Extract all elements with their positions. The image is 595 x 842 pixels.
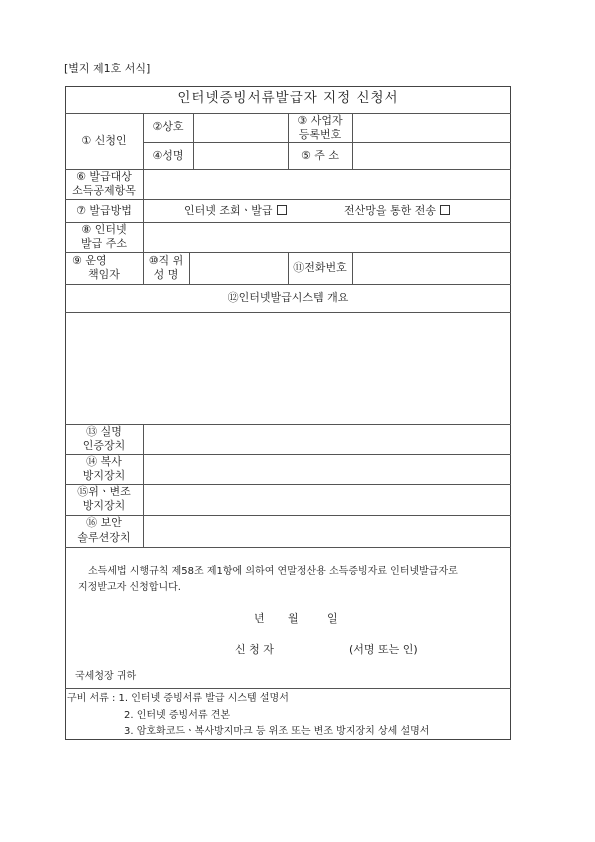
realname-auth-field[interactable] [144,425,511,454]
statement-line1: 소득세법 시행규칙 제58조 제1항에 의하여 연말정산용 소득증빙자료 인터넷발급자로 [88,566,458,577]
forgery-protection-field[interactable] [144,485,511,515]
form-title: 인터넷증빙서류발급자 지정 신청서 [177,90,399,106]
operator-label-line2: 책임자 [88,268,120,281]
security-solution-label-line1: ⑯ 보안 [86,516,122,529]
option-internet-issue[interactable] [184,204,287,218]
system-overview-field[interactable] [66,313,511,424]
operator-phone-field[interactable] [353,253,511,284]
company-name-label: ②상호 [152,120,184,133]
system-overview-label: ⑫인터넷발급시스템 개요 [227,291,349,304]
copy-protection-label-line2: 방지장치 [82,469,126,482]
operator-position-label-line1: ⑩직 위 [148,254,184,267]
address-label: ⑤ 주 소 [300,149,340,162]
option-network-transfer-label: 전산망을 통한 전송 [344,204,437,217]
internet-address-field[interactable] [144,223,511,252]
applicant-label: ① 신청인 [81,134,127,147]
internet-issue-checkbox[interactable] [277,205,287,215]
business-number-label-line2: 등록번호 [298,128,342,141]
attachment-item-1: 구비 서류 : 1. 인터넷 증빙서류 발급 시스템 설명서 [67,693,289,704]
network-transfer-checkbox[interactable] [440,205,450,215]
issue-items-label-line2: 소득공제항목 [72,184,136,197]
company-name-field[interactable] [194,114,288,142]
operator-label-line1: ⑨ 운영 [72,254,107,267]
option-internet-issue-label: 인터넷 조회ㆍ발급 [184,204,273,217]
date-day-label: 일 [327,612,338,625]
security-solution-field[interactable] [144,516,511,547]
internet-address-label-line1: ⑧ 인터넷 [81,223,127,236]
addressee-label: 국세청장 귀하 [75,671,137,682]
attachment-item-2: 2. 인터넷 증빙서류 견본 [124,710,231,721]
copy-protection-label-line1: ⑭ 복사 [86,455,122,468]
address-field[interactable] [353,143,511,169]
issue-method-label: ⑦ 발급방법 [76,204,132,217]
business-number-field[interactable] [353,114,511,142]
date-year-label: 년 [254,612,265,625]
realname-auth-label-line1: ⑬ 실명 [86,425,122,438]
applicant-signature-label: 신 청 자 [235,643,274,656]
business-number-label-line1: ③ 사업자 [297,114,343,127]
attachment-item-3: 3. 암호화코드ㆍ복사방지마크 등 위조 또는 변조 방지장치 상세 설명서 [124,726,430,737]
internet-address-label-line2: 발급 주소 [80,237,127,250]
forgery-protection-label-line2: 방지장치 [82,499,126,512]
security-solution-label-line2: 솔루션장치 [77,531,131,544]
copy-protection-field[interactable] [144,455,511,484]
operator-name-field[interactable] [190,253,288,284]
signature-or-seal-label: (서명 또는 인) [349,643,418,656]
issue-items-field[interactable] [144,170,511,199]
operator-phone-label: ⑪전화번호 [293,261,347,274]
issue-items-label-line1: ⑥ 발급대상 [76,170,132,183]
forgery-protection-label-line1: ⑮위ㆍ변조 [77,485,131,498]
statement-line2: 지정받고자 신청합니다. [78,582,181,593]
operator-position-label-line2: 성 명 [153,268,179,281]
realname-auth-label-line2: 인증장치 [82,439,126,452]
form-number-label: [별지 제1호 서식] [64,62,151,75]
representative-name-label: ④성명 [152,149,184,162]
representative-name-field[interactable] [194,143,288,169]
option-network-transfer[interactable] [344,204,450,218]
date-month-label: 월 [288,612,299,625]
